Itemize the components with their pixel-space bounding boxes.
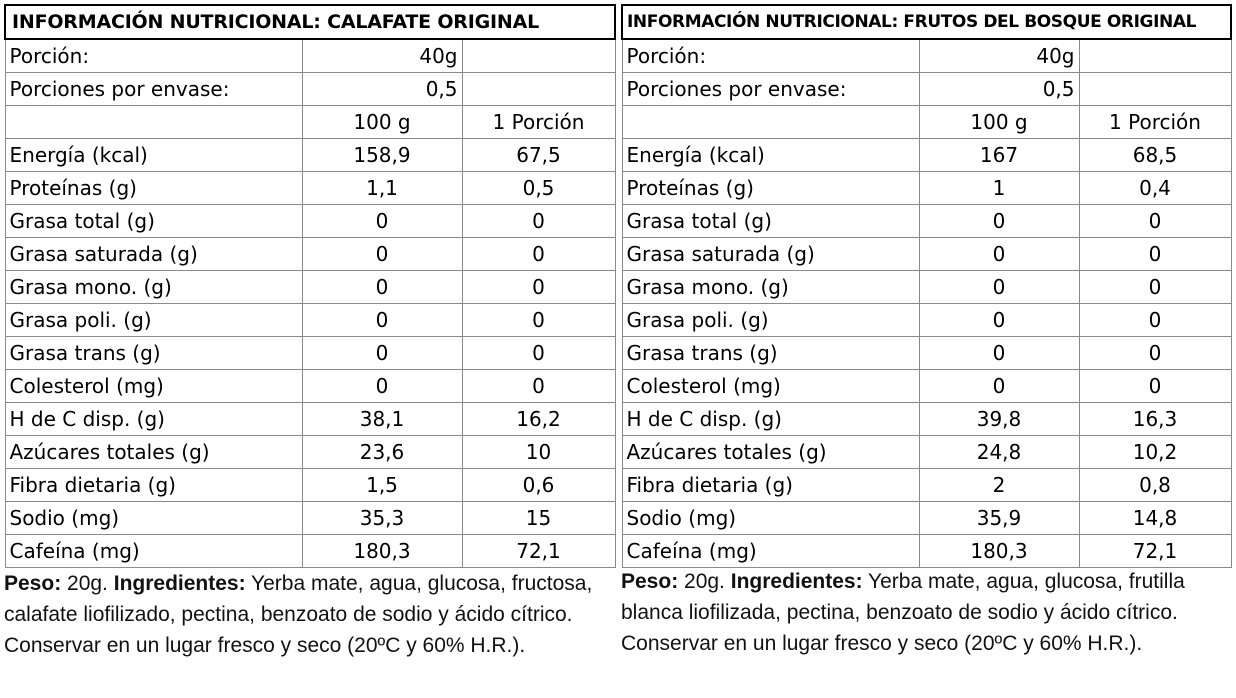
value-per-100g: 0 — [302, 370, 462, 403]
value-per-100g: 0 — [919, 304, 1079, 337]
table-row — [5, 436, 615, 469]
servings-label: Porciones por envase: — [622, 73, 919, 106]
nutrient-label: Proteínas (g) — [5, 172, 302, 205]
table-row — [5, 205, 615, 238]
value-per-100g: 0 — [302, 205, 462, 238]
table-title: INFORMACIÓN NUTRICIONAL: FRUTOS DEL BOSQUE ORIGINAL — [622, 5, 1231, 39]
servings-value: 0,5 — [919, 73, 1079, 106]
empty-cell — [622, 106, 919, 139]
empty-cell — [1079, 73, 1231, 106]
nutrient-label: H de C disp. (g) — [622, 403, 919, 436]
value-per-100g: 180,3 — [919, 535, 1079, 568]
value-per-100g: 1,5 — [302, 469, 462, 502]
ingredients-label: Ingredientes: — [113, 572, 246, 595]
table-row — [622, 370, 1231, 403]
value-per-portion: 0 — [1079, 205, 1231, 238]
value-per-portion: 72,1 — [1079, 535, 1231, 568]
nutrient-label: Grasa total (g) — [5, 205, 302, 238]
ingredients-note-calafate — [4, 568, 619, 661]
value-per-portion: 0,5 — [462, 172, 615, 205]
nutrient-label: Cafeína (mg) — [5, 535, 302, 568]
column-header-100g: 100 g — [302, 106, 462, 139]
servings-row — [622, 73, 1231, 106]
column-header-row — [5, 106, 615, 139]
nutrition-table — [4, 4, 616, 568]
portion-value: 40g — [919, 39, 1079, 73]
value-per-100g: 0 — [302, 337, 462, 370]
nutrient-label: Grasa poli. (g) — [622, 304, 919, 337]
nutrient-label: Grasa saturada (g) — [622, 238, 919, 271]
table-row — [5, 535, 615, 568]
table-row — [5, 238, 615, 271]
portion-label: Porción: — [622, 39, 919, 73]
table-row — [5, 370, 615, 403]
portion-value: 40g — [302, 39, 462, 73]
nutrient-label: Fibra dietaria (g) — [5, 469, 302, 502]
value-per-100g: 35,3 — [302, 502, 462, 535]
value-per-100g: 23,6 — [302, 436, 462, 469]
table-row — [622, 271, 1231, 304]
value-per-portion: 0 — [1079, 370, 1231, 403]
servings-row — [5, 73, 615, 106]
table-row — [5, 139, 615, 172]
table-row — [5, 271, 615, 304]
nutrient-label: Grasa total (g) — [622, 205, 919, 238]
column-header-portion: 1 Porción — [1079, 106, 1231, 139]
peso-value: 20g. — [678, 570, 731, 593]
table-row — [5, 469, 615, 502]
nutrient-label: Grasa saturada (g) — [5, 238, 302, 271]
value-per-100g: 0 — [302, 238, 462, 271]
column-header-row — [622, 106, 1231, 139]
nutrient-label: Azúcares totales (g) — [5, 436, 302, 469]
value-per-portion: 68,5 — [1079, 139, 1231, 172]
table-title: INFORMACIÓN NUTRICIONAL: CALAFATE ORIGINAL — [5, 5, 615, 39]
table-title-row — [5, 5, 615, 39]
nutrient-label: Grasa poli. (g) — [5, 304, 302, 337]
peso-value: 20g. — [61, 572, 114, 595]
nutrient-label: Proteínas (g) — [622, 172, 919, 205]
table-row — [622, 535, 1231, 568]
value-per-portion: 16,2 — [462, 403, 615, 436]
nutrition-table-body — [622, 5, 1231, 568]
nutrient-label: H de C disp. (g) — [5, 403, 302, 436]
peso-label: Peso: — [4, 572, 62, 595]
servings-label: Porciones por envase: — [5, 73, 302, 106]
table-row — [5, 403, 615, 436]
value-per-100g: 24,8 — [919, 436, 1079, 469]
value-per-portion: 0 — [462, 337, 615, 370]
value-per-portion: 14,8 — [1079, 502, 1231, 535]
table-row — [622, 139, 1231, 172]
table-row — [622, 304, 1231, 337]
empty-cell — [462, 73, 615, 106]
servings-value: 0,5 — [302, 73, 462, 106]
value-per-100g: 2 — [919, 469, 1079, 502]
value-per-100g: 0 — [919, 205, 1079, 238]
table-row — [622, 172, 1231, 205]
nutrient-label: Colesterol (mg) — [5, 370, 302, 403]
value-per-portion: 0 — [1079, 238, 1231, 271]
table-row — [622, 337, 1231, 370]
value-per-portion: 0 — [1079, 271, 1231, 304]
value-per-100g: 0 — [919, 271, 1079, 304]
value-per-100g: 35,9 — [919, 502, 1079, 535]
nutrition-table-body — [5, 5, 615, 568]
value-per-100g: 158,9 — [302, 139, 462, 172]
value-per-100g: 38,1 — [302, 403, 462, 436]
nutrient-label: Energía (kcal) — [622, 139, 919, 172]
value-per-portion: 72,1 — [462, 535, 615, 568]
value-per-portion: 0,8 — [1079, 469, 1231, 502]
value-per-portion: 0 — [462, 304, 615, 337]
value-per-100g: 167 — [919, 139, 1079, 172]
column-header-portion: 1 Porción — [462, 106, 615, 139]
value-per-portion: 0 — [1079, 337, 1231, 370]
ingredients-note-frutos-del-bosque — [621, 566, 1232, 659]
table-row — [622, 403, 1231, 436]
nutrient-label: Energía (kcal) — [5, 139, 302, 172]
value-per-100g: 0 — [919, 337, 1079, 370]
value-per-portion: 67,5 — [462, 139, 615, 172]
table-row — [5, 337, 615, 370]
empty-cell — [5, 106, 302, 139]
nutrient-label: Sodio (mg) — [5, 502, 302, 535]
value-per-100g: 0 — [302, 304, 462, 337]
nutrient-label: Sodio (mg) — [622, 502, 919, 535]
empty-cell — [462, 39, 615, 73]
portion-row — [622, 39, 1231, 73]
nutrition-table — [621, 4, 1232, 568]
value-per-100g: 0 — [302, 271, 462, 304]
table-row — [5, 304, 615, 337]
peso-label: Peso: — [621, 570, 679, 593]
nutrient-label: Grasa trans (g) — [5, 337, 302, 370]
nutrition-panel-calafate — [4, 4, 616, 568]
ingredients-text: Yerba mate, agua, glucosa, frutilla blanca liofilizada, pectina, benzoato de sodio y ácido cítrico. Conservar en un lugar fresco y seco (20ºC y 60% H.R.). — [621, 570, 1185, 655]
value-per-100g: 180,3 — [302, 535, 462, 568]
value-per-portion: 0 — [462, 271, 615, 304]
portion-label: Porción: — [5, 39, 302, 73]
table-row — [622, 502, 1231, 535]
table-title-row — [622, 5, 1231, 39]
value-per-100g: 1,1 — [302, 172, 462, 205]
value-per-portion: 0 — [462, 238, 615, 271]
value-per-portion: 0 — [462, 205, 615, 238]
empty-cell — [1079, 39, 1231, 73]
nutrient-label: Fibra dietaria (g) — [622, 469, 919, 502]
nutrient-label: Cafeína (mg) — [622, 535, 919, 568]
portion-row — [5, 39, 615, 73]
value-per-100g: 0 — [919, 370, 1079, 403]
table-row — [622, 469, 1231, 502]
table-row — [622, 436, 1231, 469]
nutrient-label: Grasa trans (g) — [622, 337, 919, 370]
table-row — [622, 205, 1231, 238]
value-per-100g: 1 — [919, 172, 1079, 205]
nutrient-label: Azúcares totales (g) — [622, 436, 919, 469]
value-per-portion: 10 — [462, 436, 615, 469]
table-row — [622, 238, 1231, 271]
ingredients-label: Ingredientes: — [730, 570, 863, 593]
value-per-portion: 0 — [462, 370, 615, 403]
value-per-100g: 39,8 — [919, 403, 1079, 436]
value-per-portion: 0,6 — [462, 469, 615, 502]
value-per-100g: 0 — [919, 238, 1079, 271]
value-per-portion: 15 — [462, 502, 615, 535]
value-per-portion: 10,2 — [1079, 436, 1231, 469]
value-per-portion: 16,3 — [1079, 403, 1231, 436]
table-row — [5, 172, 615, 205]
column-header-100g: 100 g — [919, 106, 1079, 139]
value-per-portion: 0 — [1079, 304, 1231, 337]
nutrient-label: Grasa mono. (g) — [5, 271, 302, 304]
value-per-portion: 0,4 — [1079, 172, 1231, 205]
nutrient-label: Colesterol (mg) — [622, 370, 919, 403]
nutrition-panel-frutos-del-bosque — [621, 4, 1232, 568]
nutrient-label: Grasa mono. (g) — [622, 271, 919, 304]
table-row — [5, 502, 615, 535]
ingredients-text: Yerba mate, agua, glucosa, fructosa, calafate liofilizado, pectina, benzoato de sodio y ácido cítrico. Conservar en un lugar fresco y seco (20ºC y 60% H.R.). — [4, 572, 593, 657]
